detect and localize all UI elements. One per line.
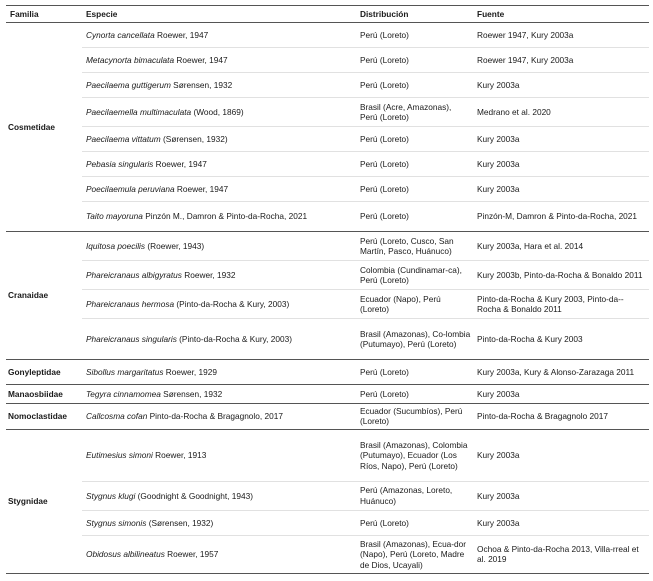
species-name: Pebasia singularis xyxy=(86,158,154,169)
species-author: Roewer, 1913 xyxy=(152,450,207,461)
species-name: Sibollus margaritatus xyxy=(86,366,164,377)
species-author: Roewer, 1932 xyxy=(181,269,236,280)
species-author: Roewer, 1957 xyxy=(164,549,219,560)
especie-cell xyxy=(82,261,356,290)
table-row xyxy=(6,535,649,573)
fuente-cell: Roewer 1947, Kury 2003a xyxy=(473,48,649,73)
header-row xyxy=(6,6,649,23)
distribucion-cell: Perú (Loreto, Cusco, San Martín, Pasco, Huánuco) xyxy=(356,232,473,261)
species-table xyxy=(6,5,649,574)
fuente-cell: Pinto-da-Rocha & Bragagnolo 2017 xyxy=(473,404,649,430)
species-author: (Pinto-da-Rocha & Kury, 2003) xyxy=(176,333,292,344)
especie-cell xyxy=(82,290,356,319)
table-header xyxy=(6,6,649,23)
especie-cell xyxy=(82,429,356,481)
fuente-cell: Pinto-da-Rocha & Kury 2003, Pinto-da--Rocha & Bonaldo 2011 xyxy=(473,290,649,319)
fuente-cell: Pinto-da-Rocha & Kury 2003 xyxy=(473,319,649,360)
fuente-cell: Kury 2003a xyxy=(473,152,649,177)
fuente-cell: Medrano et al. 2020 xyxy=(473,98,649,127)
species-name: Metacynorta bimaculata xyxy=(86,54,175,65)
table-row xyxy=(6,429,649,481)
fuente-cell: Kury 2003a, Kury & Alonso-Zarazaga 2011 xyxy=(473,360,649,385)
table-row xyxy=(6,481,649,510)
species-name: Paecilaemella multimaculata xyxy=(86,106,192,117)
familia-cell: Manaosbiidae xyxy=(6,385,82,404)
especie-cell xyxy=(82,232,356,261)
especie-cell xyxy=(82,481,356,510)
fuente-cell: Roewer 1947, Kury 2003a xyxy=(473,23,649,48)
table-row xyxy=(6,177,649,202)
species-name: Obidosus albilineatus xyxy=(86,549,165,560)
distribucion-cell: Perú (Loreto) xyxy=(356,510,473,535)
especie-cell xyxy=(82,360,356,385)
especie-cell xyxy=(82,319,356,360)
species-name: Iquitosa poecilis xyxy=(86,240,146,251)
species-author: Sørensen, 1932 xyxy=(170,79,233,90)
table-body xyxy=(6,23,649,574)
fuente-cell: Kury 2003a xyxy=(473,510,649,535)
header-especie: Especie xyxy=(82,6,356,23)
fuente-cell: Ochoa & Pinto-da-Rocha 2013, Villa-rreal et al. 2019 xyxy=(473,535,649,573)
especie-cell xyxy=(82,404,356,430)
species-name: Stygnus simonis xyxy=(86,517,147,528)
species-name: Stygnus klugi xyxy=(86,490,136,501)
fuente-cell: Pinzón-M, Damron & Pinto-da-Rocha, 2021 xyxy=(473,202,649,232)
distribucion-cell: Perú (Loreto) xyxy=(356,202,473,232)
species-author: (Goodnight & Goodnight, 1943) xyxy=(135,490,253,501)
table-row xyxy=(6,73,649,98)
table-row xyxy=(6,48,649,73)
especie-cell xyxy=(82,127,356,152)
especie-cell xyxy=(82,23,356,48)
familia-cell: Cranaidae xyxy=(6,232,82,360)
distribucion-cell: Perú (Loreto) xyxy=(356,385,473,404)
header-familia: Familia xyxy=(6,6,82,23)
familia-cell: Stygnidae xyxy=(6,429,82,573)
table-row xyxy=(6,261,649,290)
table-row xyxy=(6,232,649,261)
table-row xyxy=(6,127,649,152)
distribucion-cell: Perú (Loreto) xyxy=(356,152,473,177)
fuente-cell: Kury 2003b, Pinto-da-Rocha & Bonaldo 2011 xyxy=(473,261,649,290)
species-author: Roewer, 1947 xyxy=(153,158,207,169)
familia-cell: Nomoclastidae xyxy=(6,404,82,430)
fuente-cell: Kury 2003a xyxy=(473,177,649,202)
species-author: (Sørensen, 1932) xyxy=(146,517,214,528)
distribucion-cell: Ecuador (Sucumbíos), Perú (Loreto) xyxy=(356,404,473,430)
species-name: Poecilaemula peruviana xyxy=(86,183,175,194)
distribucion-cell: Brasil (Amazonas), Co-lombia (Putumayo), Perú (Loreto) xyxy=(356,319,473,360)
species-author: (Roewer, 1943) xyxy=(145,240,205,251)
fuente-cell: Kury 2003a xyxy=(473,73,649,98)
species-name: Eutimesius simoni xyxy=(86,450,153,461)
especie-cell xyxy=(82,177,356,202)
species-name: Tegyra cinnamomea xyxy=(86,388,161,399)
species-name: Paecilaema guttigerum xyxy=(86,79,171,90)
species-name: Callcosma cofan xyxy=(86,411,148,422)
header-distribucion: Distribución xyxy=(356,6,473,23)
distribucion-cell: Perú (Loreto) xyxy=(356,73,473,98)
table-row xyxy=(6,360,649,385)
species-name: Cynorta cancellata xyxy=(86,29,155,40)
table-row xyxy=(6,290,649,319)
species-author: (Pinto-da-Rocha & Kury, 2003) xyxy=(174,298,290,309)
species-author: Sørensen, 1932 xyxy=(160,388,223,399)
species-name: Taito mayoruna xyxy=(86,211,143,222)
especie-cell xyxy=(82,48,356,73)
species-author: (Sørensen, 1932) xyxy=(160,133,228,144)
header-fuente: Fuente xyxy=(473,6,649,23)
distribucion-cell: Ecuador (Napo), Perú (Loreto) xyxy=(356,290,473,319)
distribucion-cell: Colombia (Cundinamar-ca), Perú (Loreto) xyxy=(356,261,473,290)
species-author: (Wood, 1869) xyxy=(191,106,244,117)
species-author: Pinzón M., Damron & Pinto-da-Rocha, 2021 xyxy=(142,211,308,222)
fuente-cell: Kury 2003a xyxy=(473,127,649,152)
especie-cell xyxy=(82,202,356,232)
species-name: Paecilaema vittatum xyxy=(86,133,161,144)
distribucion-cell: Brasil (Amazonas), Ecua-dor (Napo), Perú (Loreto, Madre de Dios, Ucayali) xyxy=(356,535,473,573)
fuente-cell: Kury 2003a xyxy=(473,429,649,481)
fuente-cell: Kury 2003a xyxy=(473,481,649,510)
species-author: Roewer, 1947 xyxy=(154,29,209,40)
familia-cell: Cosmetidae xyxy=(6,23,82,232)
species-name: Phareicranaus singularis xyxy=(86,333,177,344)
especie-cell xyxy=(82,385,356,404)
species-name: Phareicranaus albigyratus xyxy=(86,269,182,280)
especie-cell xyxy=(82,98,356,127)
species-author: Pinto-da-Rocha & Bragagnolo, 2017 xyxy=(147,411,283,422)
fuente-cell: Kury 2003a xyxy=(473,385,649,404)
table-row xyxy=(6,510,649,535)
species-name: Phareicranaus hermosa xyxy=(86,298,175,309)
familia-cell: Gonyleptidae xyxy=(6,360,82,385)
especie-cell xyxy=(82,73,356,98)
distribucion-cell: Brasil (Amazonas), Colombia (Putumayo), Ecuador (Los Ríos, Napo), Perú (Loreto) xyxy=(356,429,473,481)
especie-cell xyxy=(82,510,356,535)
table-row xyxy=(6,152,649,177)
table-row xyxy=(6,404,649,430)
table-row xyxy=(6,202,649,232)
table-row xyxy=(6,98,649,127)
distribucion-cell: Perú (Loreto) xyxy=(356,127,473,152)
especie-cell xyxy=(82,152,356,177)
distribucion-cell: Perú (Loreto) xyxy=(356,48,473,73)
especie-cell xyxy=(82,535,356,573)
distribucion-cell: Perú (Amazonas, Loreto, Huánuco) xyxy=(356,481,473,510)
table-row xyxy=(6,385,649,404)
species-author: Roewer, 1947 xyxy=(174,54,228,65)
species-author: Roewer, 1947 xyxy=(174,183,229,194)
distribucion-cell: Perú (Loreto) xyxy=(356,177,473,202)
table-row xyxy=(6,23,649,48)
distribucion-cell: Brasil (Acre, Amazonas), Perú (Loreto) xyxy=(356,98,473,127)
species-author: Roewer, 1929 xyxy=(163,366,217,377)
distribucion-cell: Perú (Loreto) xyxy=(356,360,473,385)
distribucion-cell: Perú (Loreto) xyxy=(356,23,473,48)
table-row xyxy=(6,319,649,360)
fuente-cell: Kury 2003a, Hara et al. 2014 xyxy=(473,232,649,261)
